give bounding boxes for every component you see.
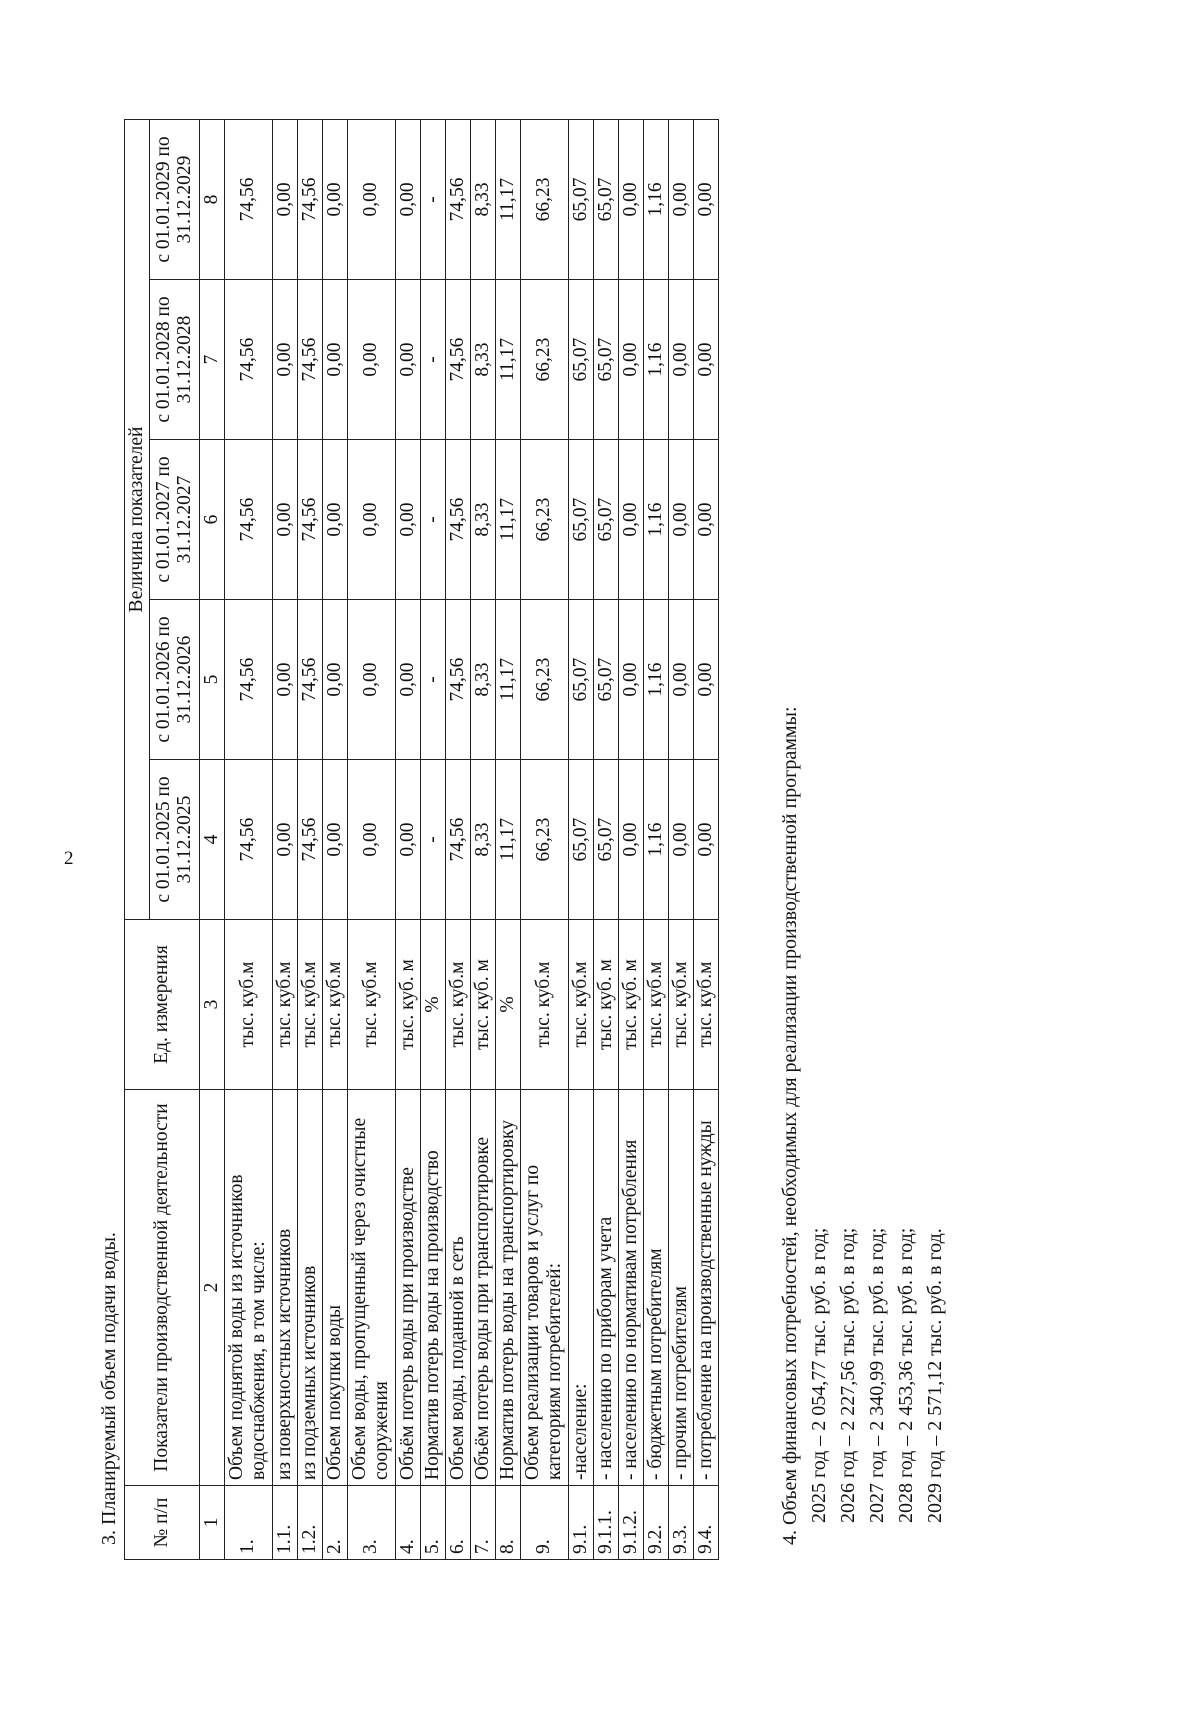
row-number: 2. [322,1486,347,1560]
row-unit: тыс. куб.м [272,920,297,1090]
row-value: 0,00 [395,119,420,279]
row-value: 8,33 [470,280,495,440]
row-value: 66,23 [520,119,568,279]
row-value: 0,00 [693,760,718,920]
row-value: 0,00 [272,119,297,279]
row-value: 11,17 [495,119,520,279]
row-value: 0,00 [347,760,395,920]
row-value: 0,00 [347,119,395,279]
row-value: 74,56 [297,760,322,920]
row-value: 65,07 [593,119,618,279]
table-row [568,119,593,1559]
row-value: 11,17 [495,600,520,760]
row-value: 8,33 [470,119,495,279]
row-value: - [420,440,445,600]
row-value: 74,56 [297,600,322,760]
row-indicator: -население: [568,1090,593,1486]
row-value: - [420,119,445,279]
table-row [495,119,520,1559]
row-value: 65,07 [568,440,593,600]
financial-needs-item: 2028 год – 2 453,36 тыс. руб. в год; [895,1227,917,1523]
row-value: 0,00 [668,440,693,600]
row-value: 8,33 [470,440,495,600]
column-number: 6 [199,440,224,600]
row-value: 66,23 [520,280,568,440]
row-unit: тыс. куб.м [520,920,568,1090]
table-row [668,119,693,1559]
row-unit: тыс. куб. м [618,920,643,1090]
row-value: 74,56 [224,119,272,279]
financial-needs-item: 2029 год – 2 571,12 тыс. руб. в год. [924,1228,946,1523]
row-unit: тыс. куб.м [322,920,347,1090]
table-row [445,119,470,1559]
column-number: 7 [199,280,224,440]
row-value: 65,07 [593,600,618,760]
row-value: 0,00 [395,280,420,440]
row-indicator: Объём потерь воды при производстве [395,1090,420,1486]
header-period: с 01.01.2026 по 31.12.2026 [149,600,199,760]
row-value: 74,56 [297,280,322,440]
row-number: 9. [520,1486,568,1560]
row-value: 0,00 [272,280,297,440]
row-number: 9.3. [668,1486,693,1560]
row-unit: тыс. куб.м [347,920,395,1090]
row-value: 65,07 [568,119,593,279]
header-indicator: Показатели производственной деятельности [125,1090,200,1486]
row-number: 6. [445,1486,470,1560]
row-value: 0,00 [668,280,693,440]
row-value: 74,56 [224,600,272,760]
row-number: 9.1. [568,1486,593,1560]
table-row [470,119,495,1559]
row-value: 0,00 [322,760,347,920]
header-period: с 01.01.2029 по 31.12.2029 [149,119,199,279]
table-row [395,119,420,1559]
header-values-group: Величина показателей [125,119,150,919]
row-indicator: Объем воды, пропущенный через очистные сооружения [347,1090,395,1486]
row-unit: тыс. куб. м [395,920,420,1090]
row-number: 7. [470,1486,495,1560]
section-3-title: 3. Планируемый объем подачи воды. [98,1232,120,1545]
row-value: 65,07 [568,760,593,920]
row-unit: тыс. куб.м [445,920,470,1090]
row-value: 74,56 [224,280,272,440]
row-unit: тыс. куб.м [297,920,322,1090]
row-unit: тыс. куб. м [470,920,495,1090]
row-value: 0,00 [395,440,420,600]
row-indicator: - населению по нормативам потребления [618,1090,643,1486]
row-value: 74,56 [445,119,470,279]
financial-needs-item: 2026 год – 2 227,56 тыс. руб. в год; [837,1227,859,1523]
financial-needs-list [805,706,950,1523]
row-indicator: Объем поднятой воды из источников водоснабжения, в том числе: [224,1090,272,1486]
column-number: 3 [199,920,224,1090]
row-value: 11,17 [495,280,520,440]
page-number: 2 [64,848,74,869]
row-number: 1. [224,1486,272,1560]
row-value: 11,17 [495,760,520,920]
section-4 [776,706,950,1545]
row-value: 0,00 [395,600,420,760]
row-value: 8,33 [470,760,495,920]
row-value: 0,00 [668,119,693,279]
row-value: 0,00 [618,440,643,600]
row-value: 65,07 [593,440,618,600]
row-value: 74,56 [445,280,470,440]
table-row [618,119,643,1559]
row-indicator: Объем воды, поданной в сеть [445,1090,470,1486]
table-row [297,119,322,1559]
row-indicator: - потребление на производственные нужды [693,1090,718,1486]
row-indicator: Объем покупки воды [322,1090,347,1486]
row-number: 1.2. [297,1486,322,1560]
header-num: № п/п [125,1486,200,1560]
row-unit: тыс. куб.м [668,920,693,1090]
row-value: 0,00 [347,280,395,440]
row-value: 1,16 [643,760,668,920]
table-row [643,119,668,1559]
row-indicator: - прочим потребителям [668,1090,693,1486]
row-value: 66,23 [520,600,568,760]
row-value: 0,00 [322,280,347,440]
row-unit: тыс. куб.м [693,920,718,1090]
row-value: 74,56 [445,760,470,920]
row-indicator: Норматив потерь воды на производство [420,1090,445,1486]
water-supply-table [124,119,719,1560]
row-value: 0,00 [272,600,297,760]
table-row [420,119,445,1559]
row-unit: % [420,920,445,1090]
row-value: 8,33 [470,600,495,760]
row-indicator: Объем реализации товаров и услуг по категориям потребителей: [520,1090,568,1486]
row-value: 66,23 [520,760,568,920]
row-indicator: Объём потерь воды при транспортировке [470,1090,495,1486]
row-value: 0,00 [693,600,718,760]
column-number: 8 [199,119,224,279]
row-value: 0,00 [347,600,395,760]
row-value: 1,16 [643,440,668,600]
row-value: 0,00 [693,119,718,279]
table-row [322,119,347,1559]
row-indicator: из поверхностных источников [272,1090,297,1486]
column-number: 5 [199,600,224,760]
row-value: 0,00 [693,280,718,440]
row-value: 0,00 [668,600,693,760]
row-value: 0,00 [618,760,643,920]
row-unit: тыс. куб.м [643,920,668,1090]
table-row [347,119,395,1559]
row-value: 74,56 [445,440,470,600]
row-value: 66,23 [520,440,568,600]
row-number: 3. [347,1486,395,1560]
row-value: 74,56 [224,760,272,920]
table-row [593,119,618,1559]
financial-needs-item: 2027 год – 2 340,99 тыс. руб. в год; [866,1227,888,1523]
row-indicator: - бюджетным потребителям [643,1090,668,1486]
row-value: 0,00 [668,760,693,920]
row-number: 1.1. [272,1486,297,1560]
row-value: 74,56 [297,119,322,279]
header-unit: Ед. измерения [125,920,200,1090]
row-value: 0,00 [618,600,643,760]
row-value: 0,00 [322,440,347,600]
header-period: с 01.01.2028 по 31.12.2028 [149,280,199,440]
row-number: 8. [495,1486,520,1560]
row-unit: тыс. куб.м [224,920,272,1090]
row-value: 65,07 [568,280,593,440]
row-value: 0,00 [618,280,643,440]
row-value: 74,56 [224,440,272,600]
row-value: 0,00 [322,600,347,760]
row-value: 0,00 [272,760,297,920]
row-value: - [420,600,445,760]
row-number: 4. [395,1486,420,1560]
row-number: 9.2. [643,1486,668,1560]
table-row [520,119,568,1559]
row-indicator: Норматив потерь воды на транспортировку [495,1090,520,1486]
table-row [693,119,718,1559]
row-number: 5. [420,1486,445,1560]
row-number: 9.4. [693,1486,718,1560]
row-value: 1,16 [643,600,668,760]
section-4-title: 4. Объем финансовых потребностей, необходимых для реализации производственной программы: [779,706,801,1545]
header-period: с 01.01.2025 по 31.12.2025 [149,760,199,920]
row-unit: тыс. куб.м [568,920,593,1090]
row-value: 65,07 [568,600,593,760]
row-value: - [420,280,445,440]
column-number: 1 [199,1486,224,1560]
row-value: 0,00 [395,760,420,920]
row-value: 74,56 [297,440,322,600]
row-value: 0,00 [272,440,297,600]
row-value: 11,17 [495,440,520,600]
header-period: с 01.01.2027 по 31.12.2027 [149,440,199,600]
table-row [272,119,297,1559]
row-value: 74,56 [445,600,470,760]
row-unit: тыс. куб. м [593,920,618,1090]
row-value: 0,00 [347,440,395,600]
row-indicator: - населению по приборам учета [593,1090,618,1486]
row-value: - [420,760,445,920]
table-body [224,119,718,1559]
row-number: 9.1.1. [593,1486,618,1560]
rotated-page-content [80,20,1100,1580]
row-value: 0,00 [322,119,347,279]
row-value: 65,07 [593,760,618,920]
financial-needs-item: 2025 год – 2 054,77 тыс. руб. в год; [808,1227,830,1523]
row-value: 0,00 [618,119,643,279]
row-value: 0,00 [693,440,718,600]
row-indicator: из подземных источников [297,1090,322,1486]
table-row [224,119,272,1559]
row-value: 65,07 [593,280,618,440]
column-number: 4 [199,760,224,920]
row-value: 1,16 [643,119,668,279]
row-unit: % [495,920,520,1090]
row-number: 9.1.2. [618,1486,643,1560]
row-value: 1,16 [643,280,668,440]
column-number: 2 [199,1090,224,1486]
